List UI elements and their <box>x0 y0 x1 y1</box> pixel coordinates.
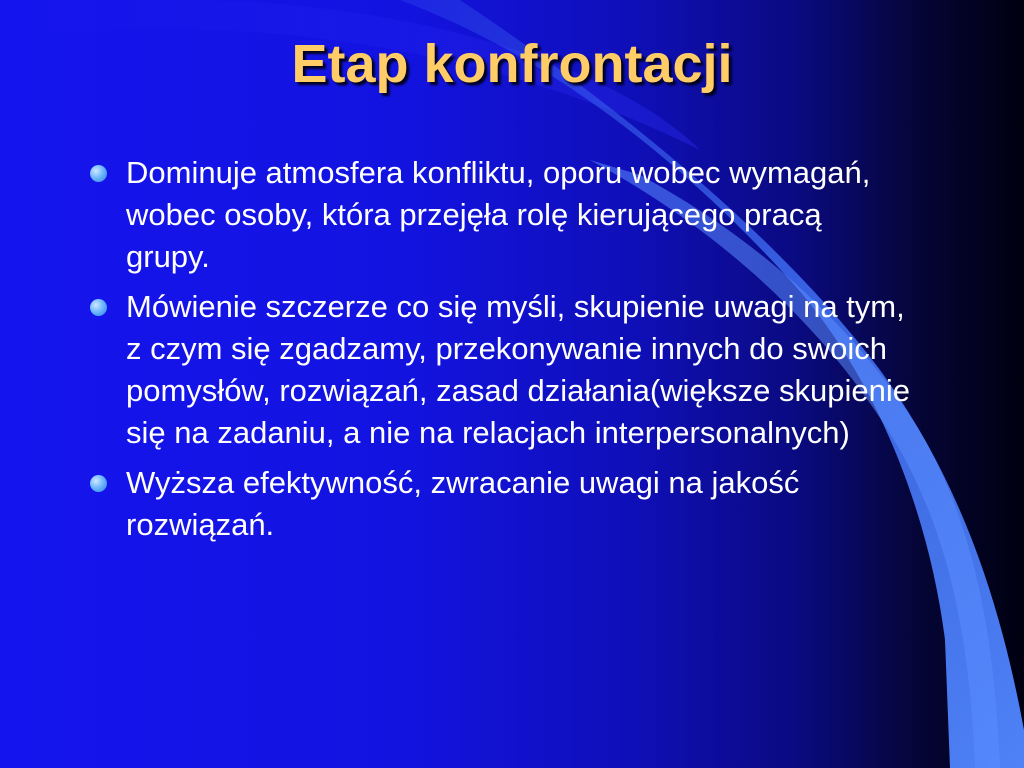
bullet-list <box>90 152 910 554</box>
bullet-text: Dominuje atmosfera konfliktu, oporu wobec wymagań, wobec osoby, która przejęła rolę kierującego pracą grupy. <box>126 155 871 274</box>
bullet-item <box>90 286 910 454</box>
bullet-text: Mówienie szczerze co się myśli, skupienie uwagi na tym, z czym się zgadzamy, przekonywanie innych do swoich pomysłów, rozwiązań, zasad działania(większe skupienie się na zadaniu, a nie na relacjach interpersonalnych) <box>126 289 910 450</box>
bullet-item <box>90 462 910 546</box>
bullet-dot-icon <box>90 475 107 492</box>
bullet-dot-icon <box>90 299 107 316</box>
bullet-text: Wyższa efektywność, zwracanie uwagi na jakość rozwiązań. <box>126 465 800 542</box>
bullet-dot-icon <box>90 165 107 182</box>
bullet-item <box>90 152 910 278</box>
slide-title: Etap konfrontacji <box>291 34 733 94</box>
